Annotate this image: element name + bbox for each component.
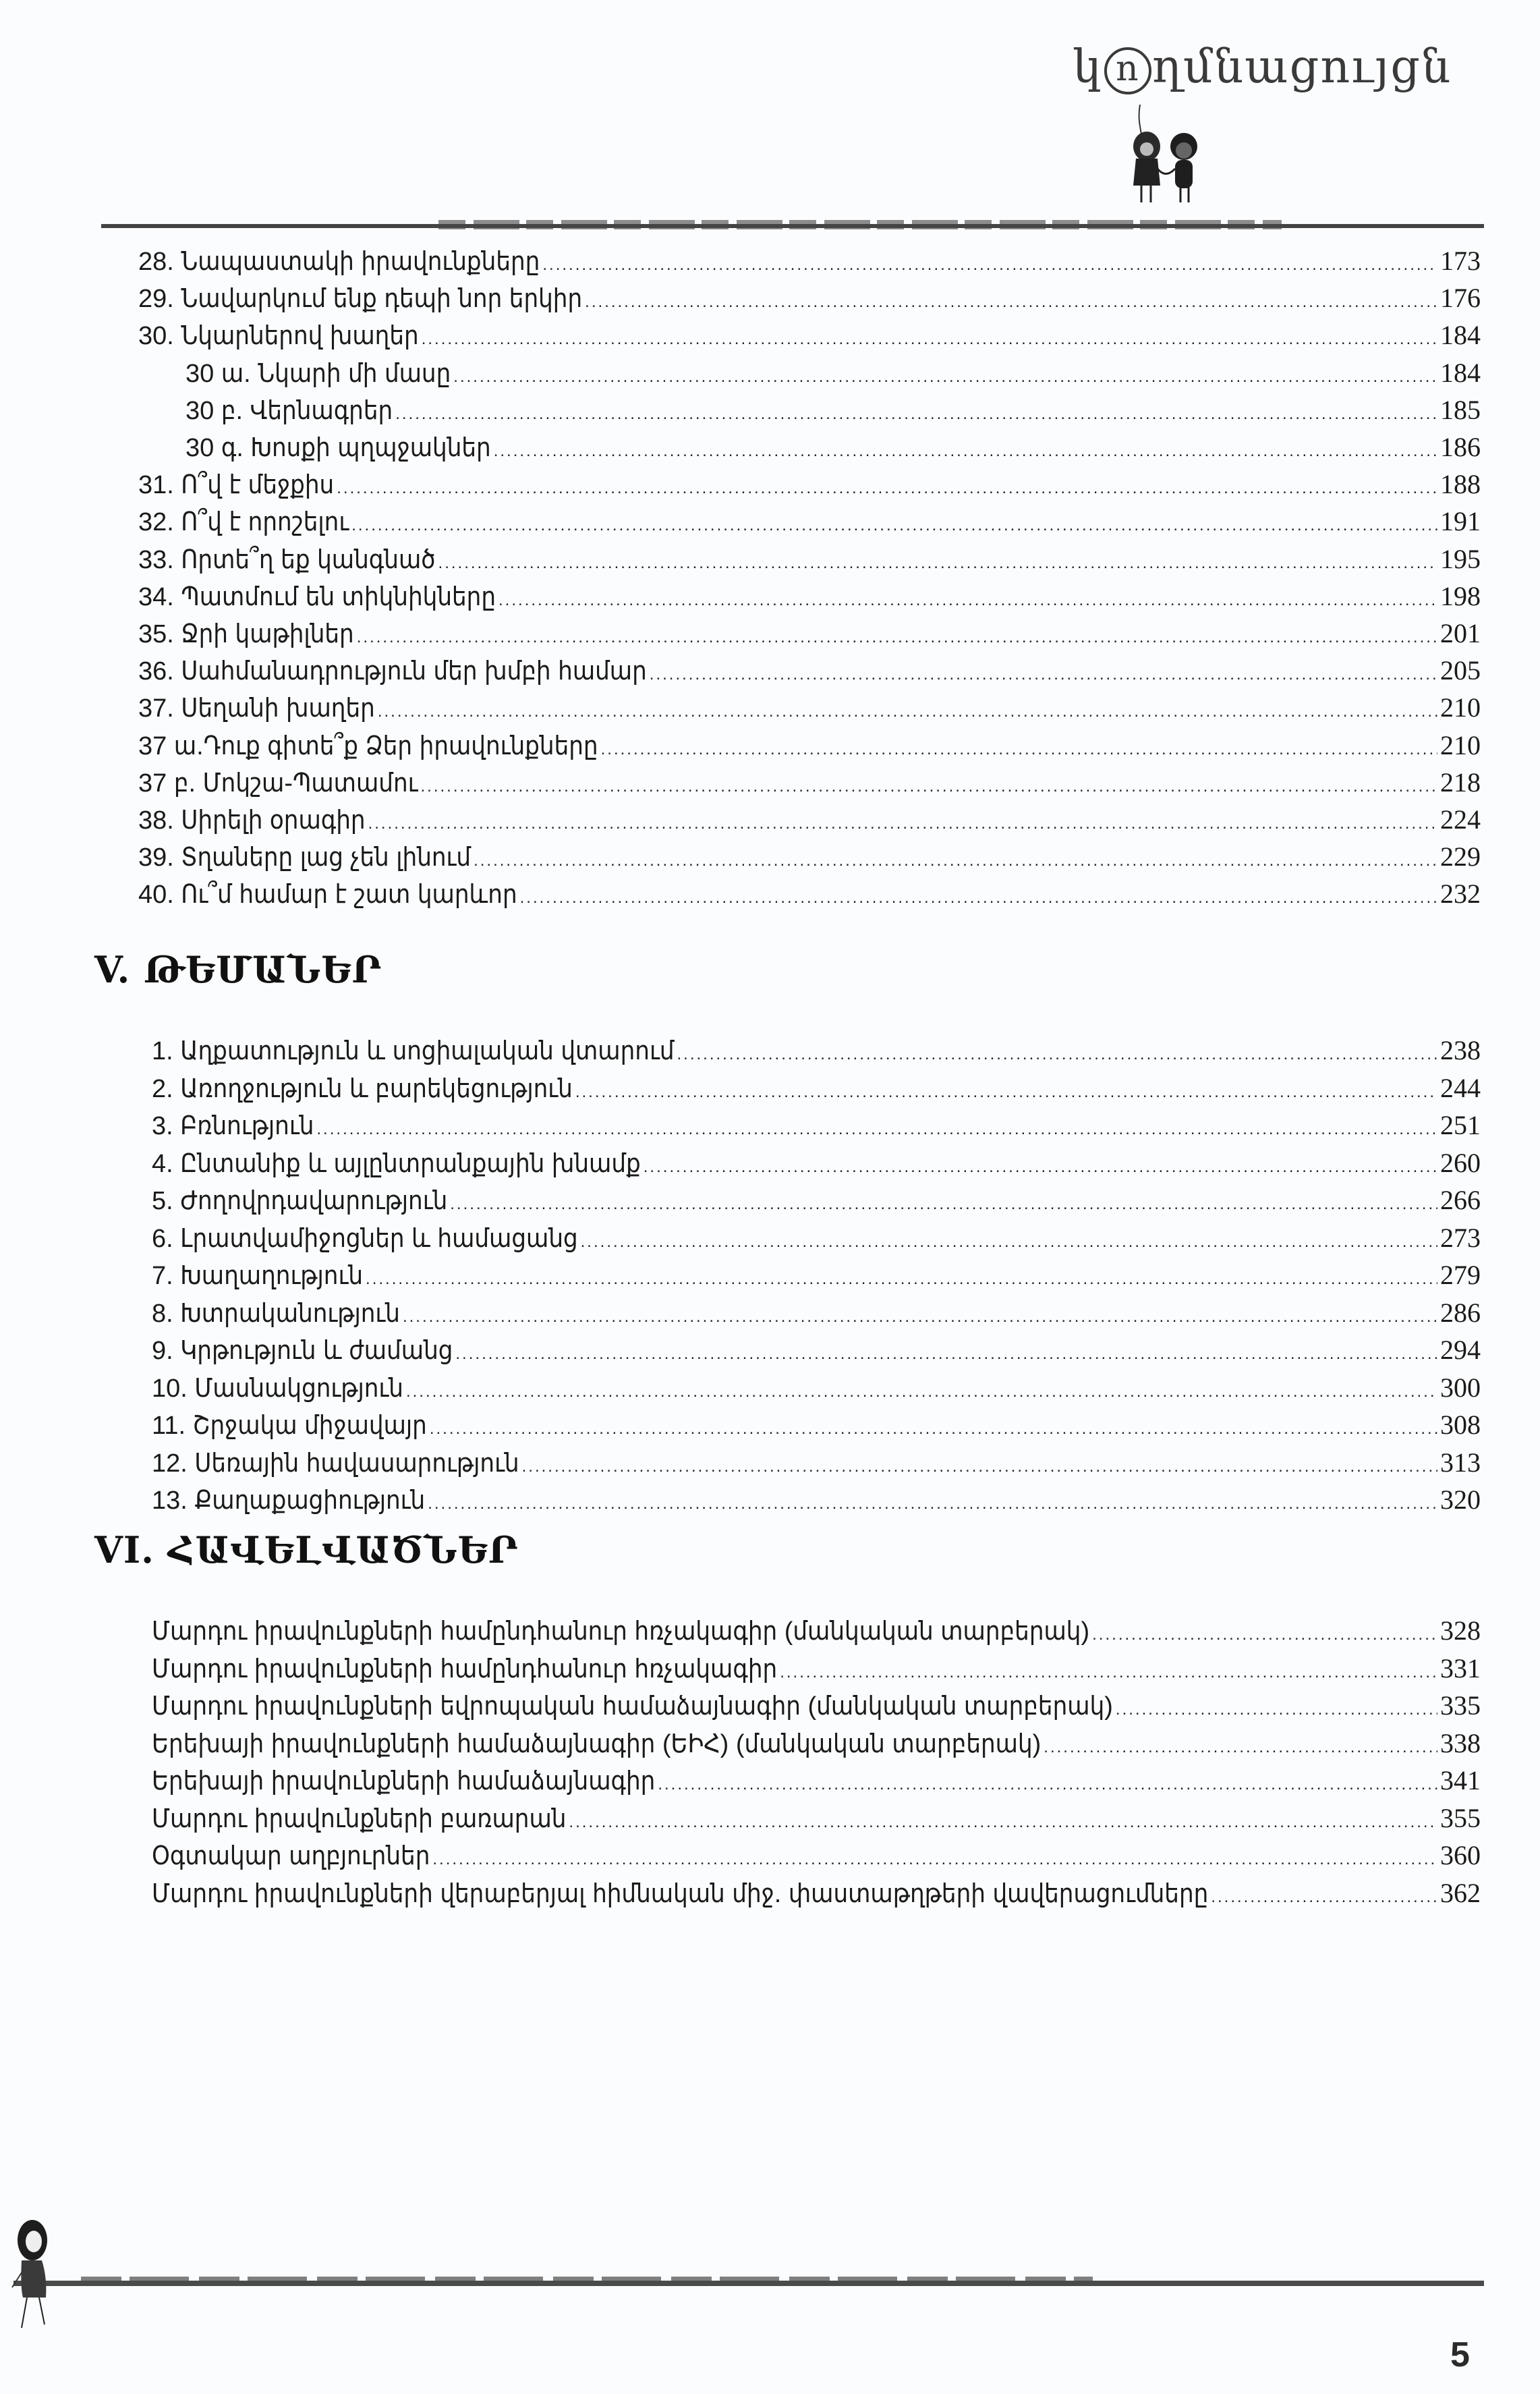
toc-entry[interactable] xyxy=(138,656,1481,690)
toc-entry-page-number: 176 xyxy=(1440,283,1481,314)
logo-text-suffix: ղմնացույցն xyxy=(1152,40,1452,94)
girl-sitting-on-line-icon xyxy=(7,2213,67,2335)
toc-entry[interactable] xyxy=(138,768,1481,802)
dot-leader xyxy=(357,623,1437,652)
toc-entry-title: 37 ա.Դուք գիտե՞ք Ձեր իրավունքները xyxy=(138,731,598,760)
toc-entry[interactable] xyxy=(152,1260,1481,1294)
toc-entry-page-number: 355 xyxy=(1440,1802,1481,1833)
dot-leader xyxy=(455,1339,1437,1369)
children-holding-balloon-icon xyxy=(1127,105,1207,206)
toc-entry-title: 31. Ո՞վ է մեջքիս xyxy=(138,471,335,500)
book-logo xyxy=(1073,40,1452,94)
toc-entry-page-number: 338 xyxy=(1440,1727,1481,1758)
toc-entry-page-number: 308 xyxy=(1440,1410,1481,1440)
toc-entry[interactable] xyxy=(152,1074,1481,1107)
dot-leader xyxy=(351,511,1437,540)
toc-entry[interactable] xyxy=(152,1654,1481,1688)
toc-entry-page-number: 186 xyxy=(1440,432,1481,462)
toc-entry-page-number: 286 xyxy=(1440,1297,1481,1328)
toc-entry-title: 30 ա. Նկարի մի մասը xyxy=(186,359,451,388)
toc-entry-page-number: 320 xyxy=(1440,1484,1481,1515)
toc-entry-page-number: 362 xyxy=(1440,1877,1481,1908)
toc-entry-title: 13. Քաղաքացիություն xyxy=(152,1486,426,1515)
toc-entry-title: 30 բ. Վերնագրեր xyxy=(186,396,393,425)
toc-entry[interactable] xyxy=(138,507,1481,540)
dot-leader xyxy=(430,1414,1437,1444)
toc-entry-page-number: 201 xyxy=(1440,618,1481,648)
toc-entry-title: 7. Խաղաղություն xyxy=(152,1262,364,1290)
toc-entry-title: Օգտակար աղբյուրներ xyxy=(152,1842,430,1870)
toc-entry[interactable] xyxy=(152,1878,1481,1912)
toc-entry[interactable] xyxy=(138,545,1481,578)
dot-leader xyxy=(450,1190,1437,1219)
toc-entry[interactable] xyxy=(152,1373,1481,1407)
toc-entry-page-number: 300 xyxy=(1440,1372,1481,1403)
toc-entry-title: 38. Սիրելի օրագիր xyxy=(138,806,366,835)
toc-entry-page-number: 195 xyxy=(1440,543,1481,574)
dot-leader xyxy=(1211,1883,1437,1912)
toc-entry-page-number: 184 xyxy=(1440,320,1481,351)
dot-leader xyxy=(498,586,1437,615)
toc-entry-title: 4. Ընտանիք և այլընտրանքային խնամք xyxy=(152,1149,641,1178)
toc-entry-title: 28. Նապաստակի իրավունքները xyxy=(138,248,540,276)
toc-entry[interactable] xyxy=(152,1766,1481,1800)
dot-leader xyxy=(650,660,1437,690)
toc-entry-title: 12. Սեռային հավասարություն xyxy=(152,1449,519,1478)
dot-leader xyxy=(522,1452,1437,1482)
toc-entry[interactable] xyxy=(138,842,1481,876)
toc-entry[interactable] xyxy=(138,246,1481,280)
toc-entry-title: 36. Սահմանադրություն մեր խմբի համար xyxy=(138,657,647,686)
dot-leader xyxy=(520,883,1437,913)
toc-entry[interactable] xyxy=(152,1036,1481,1069)
dot-leader xyxy=(1092,1620,1437,1650)
toc-entry-page-number: 341 xyxy=(1440,1765,1481,1796)
toc-entry-page-number: 313 xyxy=(1440,1447,1481,1478)
toc-entry-title: 37. Սեղանի խաղեր xyxy=(138,694,375,723)
dot-leader xyxy=(422,325,1437,354)
toc-entry[interactable] xyxy=(152,1111,1481,1144)
toc-entry-page-number: 229 xyxy=(1440,841,1481,872)
toc-entry[interactable] xyxy=(152,1410,1481,1444)
toc-entry-page-number: 238 xyxy=(1440,1035,1481,1065)
toc-entry[interactable] xyxy=(138,582,1481,615)
dot-leader xyxy=(395,399,1437,429)
toc-entry-title: 30 գ. Խոսքի պղպջակներ xyxy=(186,434,491,462)
balloon-letter-icon: ո xyxy=(1104,47,1151,94)
toc-entry[interactable] xyxy=(138,619,1481,652)
toc-entry[interactable] xyxy=(152,1691,1481,1725)
toc-entry-page-number: 224 xyxy=(1440,804,1481,835)
toc-entry[interactable] xyxy=(138,731,1481,764)
toc-entry-title: Մարդու իրավունքների վերաբերյալ հիմնական միջ. փաստաթղթերի վավերացումները xyxy=(152,1879,1209,1908)
bottom-divider xyxy=(13,2281,1484,2286)
dot-leader xyxy=(368,809,1437,839)
toc-entry-page-number: 328 xyxy=(1440,1615,1481,1646)
toc-entry[interactable] xyxy=(138,693,1481,727)
toc-entry[interactable] xyxy=(152,1335,1481,1369)
toc-entry[interactable] xyxy=(152,1616,1481,1650)
toc-entry-page-number: 198 xyxy=(1440,580,1481,611)
toc-entry-page-number: 279 xyxy=(1440,1260,1481,1290)
dot-leader xyxy=(428,1489,1437,1519)
toc-entry[interactable] xyxy=(138,879,1481,913)
toc-entry-title: 2. Առողջություն և բարեկեցություն xyxy=(152,1074,573,1103)
toc-entry[interactable] xyxy=(152,1841,1481,1874)
dot-leader xyxy=(406,1377,1437,1407)
top-divider xyxy=(101,223,1484,229)
toc-entry[interactable] xyxy=(138,321,1481,354)
toc-entry-page-number: 331 xyxy=(1440,1652,1481,1683)
toc-entry-page-number: 251 xyxy=(1440,1110,1481,1140)
toc-entry[interactable] xyxy=(186,358,1481,392)
toc-entry-page-number: 210 xyxy=(1440,729,1481,760)
dot-leader xyxy=(432,1845,1437,1874)
toc-entry-title: 37 բ. Մոկշա-Պատամու xyxy=(138,769,418,798)
dot-leader xyxy=(581,1227,1437,1257)
toc-entry[interactable] xyxy=(152,1298,1481,1332)
toc-entry-page-number: 188 xyxy=(1440,469,1481,500)
toc-entry-page-number: 232 xyxy=(1440,879,1481,910)
toc-entry-title: 11. Շրջակա միջավայր xyxy=(152,1412,427,1440)
toc-entry-page-number: 260 xyxy=(1440,1147,1481,1178)
dot-leader xyxy=(542,250,1437,280)
dot-leader xyxy=(474,846,1437,876)
toc-entry-title: Մարդու իրավունքների համընդհանուր հռչակագիր (մանկական տարբերակ) xyxy=(152,1617,1090,1646)
dot-leader xyxy=(420,772,1437,802)
toc-entry-page-number: 294 xyxy=(1440,1335,1481,1365)
toc-entry-page-number: 360 xyxy=(1440,1840,1481,1870)
dot-leader xyxy=(378,697,1437,727)
page-number: 5 xyxy=(1450,2335,1470,2374)
toc-entry[interactable] xyxy=(138,470,1481,503)
toc-entry[interactable] xyxy=(186,433,1481,466)
toc-entry[interactable] xyxy=(152,1148,1481,1182)
logo-text-prefix: կ xyxy=(1073,40,1103,94)
toc-entry-title: Երեխայի իրավունքների համաձայնագիր xyxy=(152,1767,656,1796)
toc-entry-title: 30. Նկարներով խաղեր xyxy=(138,322,419,351)
toc-entry[interactable] xyxy=(138,283,1481,317)
section-heading-themes: V. ԹԵՄԱՆԵՐ xyxy=(94,948,382,991)
dot-leader xyxy=(601,735,1437,764)
toc-entry[interactable] xyxy=(138,805,1481,839)
toc-entry[interactable] xyxy=(152,1223,1481,1257)
dot-leader xyxy=(658,1770,1437,1800)
toc-entry[interactable] xyxy=(152,1448,1481,1482)
toc-entry-title: Մարդու իրավունքների բառարան xyxy=(152,1804,567,1833)
dot-leader xyxy=(403,1302,1437,1332)
toc-entry-title: 5. Ժողովրդավարություն xyxy=(152,1187,448,1215)
dot-leader xyxy=(780,1658,1437,1688)
toc-entry-page-number: 210 xyxy=(1440,692,1481,723)
dot-leader xyxy=(337,474,1437,503)
dot-leader xyxy=(1116,1695,1437,1725)
toc-entry-page-number: 173 xyxy=(1440,246,1481,276)
toc-entry-title: 9. Կրթություն և ժամանց xyxy=(152,1337,453,1365)
toc-entry-page-number: 184 xyxy=(1440,357,1481,388)
dot-leader xyxy=(644,1152,1437,1182)
toc-entry-title: 34. Պատմում են տիկնիկները xyxy=(138,582,496,611)
toc-entry-title: 32. Ո՞վ է որոշելու xyxy=(138,508,349,537)
dot-leader xyxy=(575,1078,1437,1107)
toc-entry-title: Մարդու իրավունքների եվրոպական համաձայնագիր (մանկական տարբերակ) xyxy=(152,1692,1113,1721)
toc-entry-page-number: 266 xyxy=(1440,1185,1481,1215)
toc-entry[interactable] xyxy=(152,1186,1481,1219)
dot-leader xyxy=(316,1115,1437,1144)
dot-leader xyxy=(438,549,1437,578)
toc-entry-title: 35. Ջրի կաթիլներ xyxy=(138,620,354,648)
toc-entry[interactable] xyxy=(152,1729,1481,1762)
toc-entry-page-number: 205 xyxy=(1440,655,1481,686)
dot-leader xyxy=(1044,1733,1437,1762)
toc-entry-title: 8. Խտրականություն xyxy=(152,1299,400,1328)
toc-entry-title: 29. Նավարկում ենք դեպի նոր երկիր xyxy=(138,285,583,314)
dot-leader xyxy=(366,1264,1437,1294)
toc-entry-title: 10. Մասնակցություն xyxy=(152,1374,403,1403)
toc-entry-title: 6. Լրատվամիջոցներ և համացանց xyxy=(152,1224,578,1253)
toc-entry-page-number: 191 xyxy=(1440,506,1481,537)
toc-entry[interactable] xyxy=(152,1804,1481,1837)
toc-entry[interactable] xyxy=(152,1485,1481,1519)
toc-entry-title: Մարդու իրավունքների համընդհանուր հռչակագիր xyxy=(152,1654,778,1683)
toc-entry-title: 1. Աղքատություն և սոցիալական վտարում xyxy=(152,1037,675,1065)
toc-entry-page-number: 218 xyxy=(1440,767,1481,798)
toc-entry-title: 3. Բռնություն xyxy=(152,1112,314,1140)
toc-entry-title: 39. Տղաները լաց չեն լինում xyxy=(138,843,472,872)
toc-entry[interactable] xyxy=(186,395,1481,429)
dot-leader xyxy=(569,1808,1437,1837)
toc-entry-title: 33. Որտե՞ղ եք կանգնած xyxy=(138,545,436,574)
toc-entry-page-number: 185 xyxy=(1440,394,1481,425)
dot-leader xyxy=(494,437,1437,466)
toc-entry-page-number: 244 xyxy=(1440,1072,1481,1103)
section-heading-appendices: VI. ՀԱՎԵԼՎԱԾՆԵՐ xyxy=(94,1528,519,1571)
toc-entry-title: 40. Ու՞մ համար է շատ կարևոր xyxy=(138,881,517,910)
dot-leader xyxy=(585,287,1437,317)
toc-entry-page-number: 335 xyxy=(1440,1690,1481,1721)
toc-entry-page-number: 273 xyxy=(1440,1222,1481,1253)
dot-leader xyxy=(453,362,1437,392)
toc-entry-title: Երեխայի իրավունքների համաձայնագիր (ԵԻՀ) (մանկական տարբերակ) xyxy=(152,1729,1042,1758)
dot-leader xyxy=(677,1040,1438,1069)
